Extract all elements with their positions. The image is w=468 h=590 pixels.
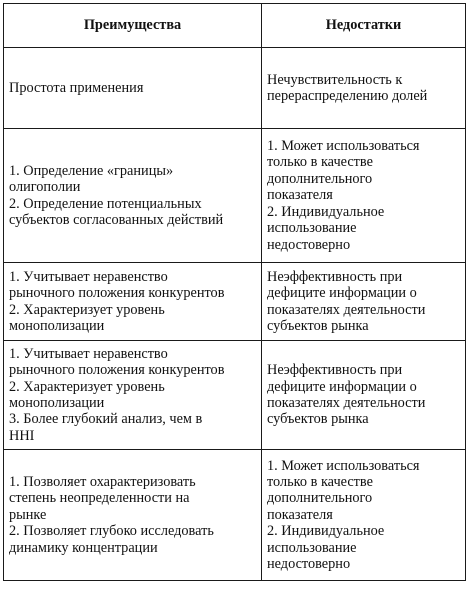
cell-text-line: 1. Учитывает неравенство [9,268,168,285]
cell-text-line: 2. Индивидуальное [267,523,385,540]
table-row [4,48,466,129]
cell-text-line: субъектов рынка [267,317,369,334]
comparison-table [3,3,466,581]
header-disadvantages: Недостатки [262,4,466,48]
table-row [4,450,466,581]
cell-text-line: 2. Характеризует уровень [9,301,165,318]
cell-text-line: Простота применения [9,79,144,96]
disadvantages-cell [262,263,466,341]
cell-text-line: только в качестве [267,473,373,490]
advantages-cell [4,48,262,129]
advantages-cell [4,129,262,263]
cell-text-line: Неэффективность при [267,362,403,379]
cell-text-line: перераспределению долей [267,88,428,104]
cell-text-line: 1. Позволяет охарактеризовать [9,473,196,490]
table-body [4,48,466,581]
table-row [4,129,466,263]
cell-text-line: показателях деятельности [267,301,426,318]
cell-text-line: 1. Определение «границы» [9,162,174,179]
cell-text-line: дефиците информации о [267,285,417,302]
cell-text-line: 1. Может использоваться [267,138,420,155]
cell-text-line: динамику концентрации [9,539,158,556]
cell-text-line: 1. Может использоваться [267,457,420,474]
cell-text-line: монополизации [9,395,105,411]
cell-text-line: субъектов согласованных действий [9,211,224,228]
cell-text-line: 3. Более глубокий анализ, чем в [9,411,203,428]
table-row [4,341,466,450]
cell-text-line: показателях деятельности [267,395,426,411]
cell-text-line: показателя [267,187,333,204]
cell-text-line: Нечувствительность к [267,71,403,88]
cell-text-line: использование [267,220,357,237]
cell-text-line: субъектов рынка [267,411,369,428]
table-header [4,4,466,48]
table-row [4,263,466,341]
cell-text-line: рыночного положения конкурентов [9,285,225,302]
advantages-cell [4,263,262,341]
cell-text-line: дефиците информации о [267,378,417,395]
cell-text-line: только в качестве [267,154,373,171]
cell-text-line: HHI [9,427,35,444]
cell-text-line: 2. Характеризует уровень [9,378,165,395]
cell-text-line: олигополии [9,179,81,196]
disadvantages-cell [262,129,466,263]
cell-text-line: рыночного положения конкурентов [9,362,225,379]
cell-text-line: рынке [9,506,47,523]
cell-text-line: 1. Учитывает неравенство [9,345,168,362]
cell-text-line: дополнительного [267,170,373,187]
header-advantages: Преимущества [4,4,262,48]
cell-text-line: недостоверно [267,556,351,573]
cell-text-line: монополизации [9,317,105,334]
cell-text-line: Неэффективность при [267,268,403,285]
cell-text-line: 2. Индивидуальное [267,203,385,220]
cell-text-line: дополнительного [267,490,373,507]
advantages-cell [4,450,262,581]
disadvantages-cell [262,341,466,450]
cell-text-line: использование [267,539,357,556]
cell-text-line: степень неопределенности на [9,490,190,507]
cell-text-line: показателя [267,506,333,523]
header-row [4,4,466,48]
advantages-cell [4,341,262,450]
cell-text-line: 2. Определение потенциальных [9,195,202,212]
cell-text-line: недостоверно [267,236,351,253]
disadvantages-cell [262,450,466,581]
disadvantages-cell [262,48,466,129]
cell-text-line: 2. Позволяет глубоко исследовать [9,523,214,540]
